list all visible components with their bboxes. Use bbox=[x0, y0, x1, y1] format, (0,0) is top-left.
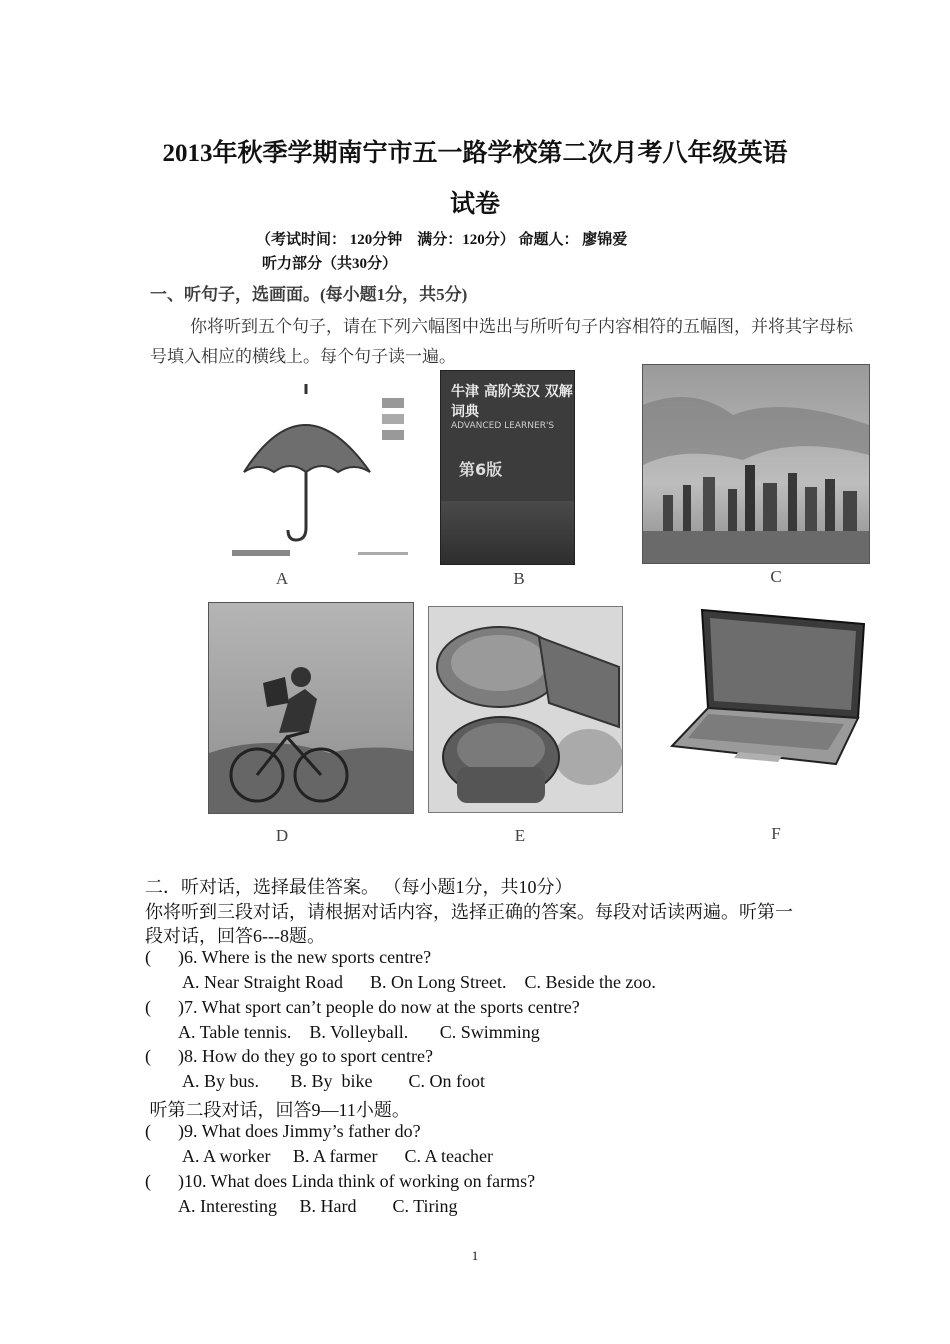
question-6-options: A. Near Straight Road B. On Long Street. C. Beside the zoo. bbox=[182, 972, 656, 992]
picture-b-letter: B bbox=[513, 569, 525, 588]
picture-c-letter: C bbox=[770, 567, 782, 586]
question-6-stem: ( )6. Where is the new sports centre? bbox=[145, 947, 432, 967]
section2-instruction-line1: 你将听到三段对话，请根据对话内容，选择正确的答案。每段对话读两遍。听第一 bbox=[145, 902, 793, 922]
dictionary-subtitle: ADVANCED LEARNER'S bbox=[451, 421, 555, 431]
section1-instruction-line2: 号填入相应的横线上。每个句子读一遍。 bbox=[150, 347, 456, 366]
picture-f-letter: F bbox=[771, 824, 781, 843]
picture-a-letter: A bbox=[275, 569, 289, 588]
picture-e-mooncakes bbox=[428, 606, 623, 813]
section2-heading: 二．听对话，选择最佳答案。 （每小题1分，共10分） bbox=[145, 877, 573, 897]
picture-a-umbrella bbox=[232, 380, 412, 566]
question-10-stem: ( )10. What does Linda think of working on farms? bbox=[145, 1171, 536, 1191]
question-9-stem: ( )9. What does Jimmy’s father do? bbox=[145, 1121, 421, 1141]
page-number: 1 bbox=[471, 1248, 479, 1263]
question-8-options: A. By bus. B. By bike C. On foot bbox=[182, 1071, 486, 1091]
question-7-stem: ( )7. What sport can’t people do now at the sports centre? bbox=[145, 997, 580, 1017]
exam-title-line2: 试卷 bbox=[449, 191, 500, 218]
section2-instruction-line2: 段对话，回答6---8题。 bbox=[145, 926, 325, 946]
dictionary-title: 牛津 高阶英汉 双解词典 bbox=[451, 384, 573, 420]
exam-info: （考试时间： 120分钟 满分：120分） 命题人： 廖锦爱 bbox=[256, 232, 628, 248]
picture-b-dictionary bbox=[440, 370, 575, 565]
picture-c-city-skyline bbox=[642, 364, 870, 564]
section1-heading: 一、听句子，选画面。(每小题1分，共5分) bbox=[150, 285, 468, 304]
dictionary-edition: 第6版 bbox=[459, 460, 503, 479]
section1-instruction-line1: 你将听到五个句子，请在下列六幅图中选出与所听句子内容相符的五幅图，并将其字母标 bbox=[190, 317, 853, 336]
picture-d-letter: D bbox=[275, 826, 289, 845]
picture-d-cyclist bbox=[208, 602, 414, 814]
picture-e-letter: E bbox=[514, 826, 526, 845]
question-8-stem: ( )8. How do they go to sport centre? bbox=[145, 1046, 433, 1066]
dialog2-intro: 听第二段对话，回答9—11小题。 bbox=[145, 1100, 410, 1120]
question-7-options: A. Table tennis. B. Volleyball. C. Swimming bbox=[178, 1022, 540, 1042]
question-10-options: A. Interesting B. Hard C. Tiring bbox=[178, 1196, 458, 1216]
picture-f-laptop bbox=[668, 604, 870, 774]
question-9-options: A. A worker B. A farmer C. A teacher bbox=[182, 1146, 493, 1166]
listening-part-label: 听力部分（共30分） bbox=[262, 256, 398, 272]
exam-title-line1: 2013年秋季学期南宁市五一路学校第二次月考八年级英语 bbox=[162, 140, 788, 167]
